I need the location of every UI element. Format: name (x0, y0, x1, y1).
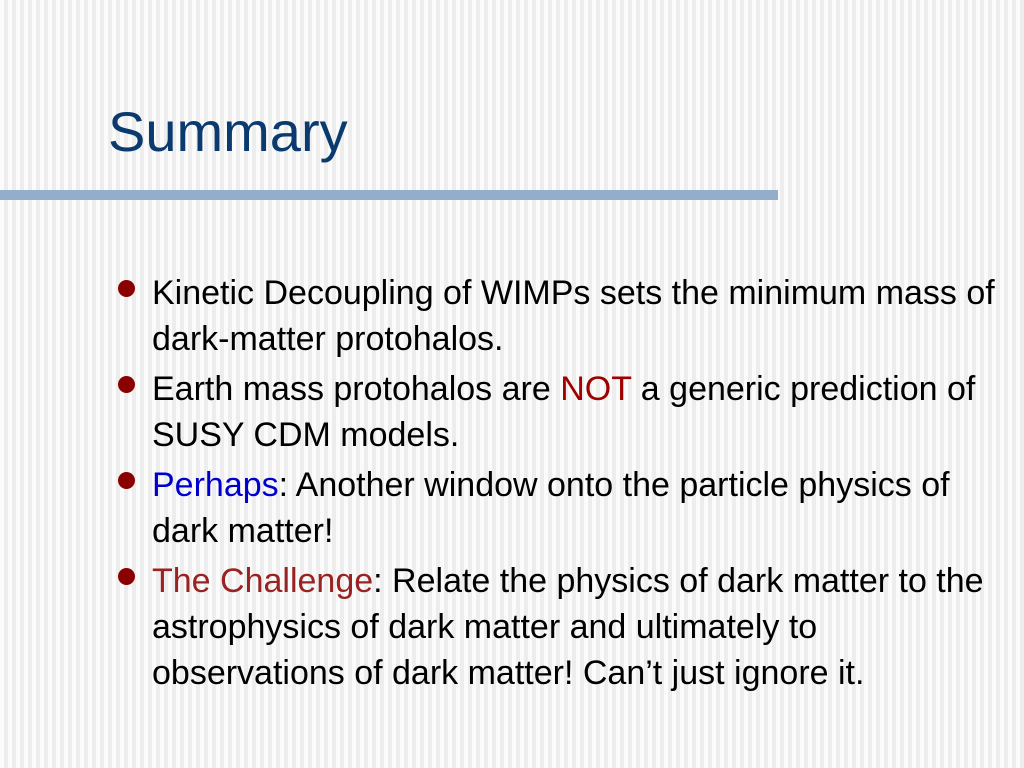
slide-title: Summary (108, 100, 348, 163)
bullet-highlight-not: NOT (560, 370, 632, 408)
bullet-text-after: a generic prediction of SUSY CDM models. (152, 370, 976, 454)
bullet-list (112, 270, 1002, 700)
bullet-item-earth-mass (112, 366, 1002, 458)
title-divider (0, 190, 778, 200)
bullet-text: Kinetic Decoupling of WIMPs sets the minimum mass of dark-matter protohalos. (152, 274, 995, 358)
bullet-item-perhaps (112, 462, 1002, 554)
bullet-text-before: Earth mass protohalos are (152, 370, 561, 408)
bullet-highlight-perhaps: Perhaps (152, 466, 279, 504)
bullet-item-kinetic-decoupling (112, 270, 1002, 362)
bullet-dot-icon (118, 568, 135, 585)
bullet-highlight-challenge: The Challenge (152, 562, 374, 600)
bullet-item-challenge (112, 558, 1002, 696)
bullet-dot-icon (118, 376, 135, 393)
bullet-text-after: : Relate the physics of dark matter to the astrophysics of dark matter and ultimately to observations of dark matter! Can’t just ignore it. (152, 562, 984, 692)
bullet-dot-icon (118, 472, 135, 489)
bullet-dot-icon (118, 280, 135, 297)
bullet-text-after: : Another window onto the particle physics of dark matter! (152, 466, 950, 550)
